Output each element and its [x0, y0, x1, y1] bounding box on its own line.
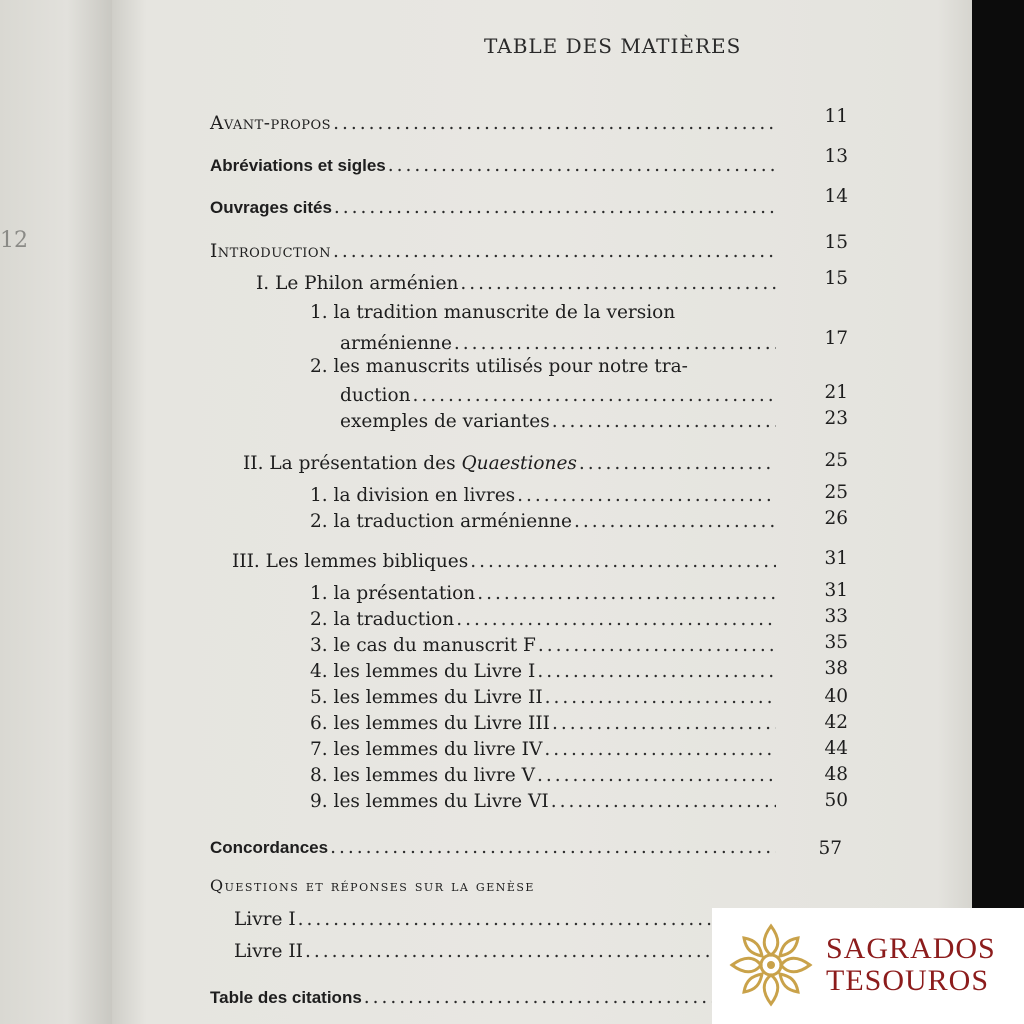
leader-dots — [333, 112, 776, 136]
toc-label: arménienne — [340, 333, 452, 354]
leader-dots — [552, 410, 776, 434]
leader-dots — [456, 608, 776, 632]
toc-label: Ouvrages cités — [210, 198, 332, 217]
toc-page: 35 — [824, 632, 848, 653]
toc-entry-presentation-quaestiones — [243, 452, 780, 476]
toc-entry-manuscrit-f — [310, 634, 780, 658]
leader-dots — [413, 384, 776, 408]
toc-entry-concordances — [210, 836, 780, 860]
toc-entry-exemples — [340, 410, 780, 434]
toc-entry-citations — [210, 986, 724, 1010]
toc-page: 15 — [824, 268, 848, 289]
leader-dots — [517, 484, 776, 508]
toc-page: 25 — [824, 450, 848, 471]
toc-page: 57 — [818, 838, 842, 859]
leader-dots — [334, 196, 776, 220]
leader-dots — [470, 550, 776, 574]
toc-label: 4. les lemmes du Livre I — [310, 661, 536, 682]
toc-label — [243, 452, 577, 476]
toc-page: 33 — [824, 606, 848, 627]
toc-label-line1: 1. la tradition manuscrite de la version — [310, 302, 676, 323]
toc-entry-livre-1 — [310, 660, 780, 684]
toc-page: 50 — [824, 790, 848, 811]
ornament-icon — [728, 922, 814, 1008]
leader-dots — [364, 986, 720, 1010]
toc-entry-livre-3 — [310, 712, 780, 736]
toc-label-prefix: II. La présentation des — [243, 453, 462, 474]
toc-label: 9. les lemmes du Livre VI — [310, 791, 549, 812]
leader-dots — [388, 154, 776, 178]
toc-label-line1: 2. les manuscrits utilisés pour notre tra- — [310, 356, 688, 377]
leader-dots — [537, 764, 776, 788]
toc-page: 15 — [824, 232, 848, 253]
toc-entry-livre-6 — [310, 790, 780, 814]
toc-entry-traduction — [310, 608, 780, 632]
toc-label: 2. la traduction arménienne — [310, 511, 572, 532]
margin-page-number: 12 — [0, 228, 28, 253]
toc-label-italic: Quaestiones — [461, 453, 577, 474]
toc-entry-presentation — [310, 582, 780, 606]
page-edge-shadow — [972, 0, 1024, 1024]
leader-dots — [545, 686, 776, 710]
toc-label: I. Le Philon arménien — [256, 273, 459, 294]
toc-entry-ouvrages — [210, 196, 780, 220]
leader-dots — [330, 836, 776, 860]
toc-page: 44 — [824, 738, 848, 759]
toc-entry-q-livre-1 — [234, 908, 724, 932]
left-page — [0, 0, 112, 1024]
leader-dots — [477, 582, 776, 606]
toc-page: 40 — [824, 686, 848, 707]
toc-entry-introduction — [210, 240, 780, 264]
toc-entry-traduction-armenienne — [310, 510, 780, 534]
leader-dots — [579, 452, 776, 476]
toc-entry-avant-propos — [210, 112, 780, 136]
toc-entry-manuscrits — [340, 384, 780, 408]
leader-dots — [574, 510, 776, 534]
leader-dots — [333, 240, 776, 264]
toc-label: 2. la traduction — [310, 609, 455, 630]
leader-dots — [460, 272, 776, 296]
toc-page: 23 — [824, 408, 848, 429]
toc-label: Livre I — [234, 909, 296, 930]
toc-entry-philon-armenien — [256, 272, 780, 296]
toc-page: 13 — [824, 146, 848, 167]
toc-entry-division — [310, 484, 780, 508]
toc-label: exemples de variantes — [340, 411, 550, 432]
leader-dots — [544, 738, 776, 762]
toc-label: 1. la présentation — [310, 583, 476, 604]
toc-label: Avant-propos — [210, 113, 332, 134]
toc-entry-tradition — [340, 332, 780, 356]
toc-entry-lemmes-bibliques — [232, 550, 780, 574]
toc-entry-abreviations — [210, 154, 780, 178]
toc-page: 11 — [824, 106, 848, 127]
toc-page: 31 — [824, 580, 848, 601]
leader-dots — [551, 790, 776, 814]
toc-page: 42 — [824, 712, 848, 733]
watermark-logo — [712, 908, 1024, 1024]
toc-page: 21 — [824, 382, 848, 403]
leader-dots — [537, 660, 776, 684]
toc-label: III. Les lemmes bibliques — [232, 551, 469, 572]
toc-page: 26 — [824, 508, 848, 529]
toc-label: 1. la division en livres — [310, 485, 516, 506]
page-title: TABLE DES MATIÈRES — [484, 34, 742, 58]
toc-label: 7. les lemmes du livre IV — [310, 739, 543, 760]
toc-label: 6. les lemmes du Livre III — [310, 713, 550, 734]
toc-label: 5. les lemmes du Livre II — [310, 687, 543, 708]
toc-label: Abréviations et sigles — [210, 156, 386, 175]
toc-page: 17 — [824, 328, 848, 349]
toc-entry-livre-2 — [310, 686, 780, 710]
toc-label: Table des citations — [210, 988, 362, 1007]
toc-page: 31 — [824, 548, 848, 569]
toc-label: Introduction — [210, 241, 331, 262]
brand-line-1: SAGRADOS — [826, 932, 996, 965]
toc-page: 48 — [824, 764, 848, 785]
toc-label: 3. le cas du manuscrit F — [310, 635, 536, 656]
toc-label: Livre II — [234, 941, 303, 962]
leader-dots — [305, 940, 720, 964]
toc-page: 38 — [824, 658, 848, 679]
toc-page: 25 — [824, 482, 848, 503]
leader-dots — [454, 332, 776, 356]
toc-section-questions: Questions et réponses sur la genèse — [210, 876, 535, 895]
book-page — [112, 0, 972, 1024]
toc-entry-q-livre-2 — [234, 940, 724, 964]
leader-dots — [298, 908, 720, 932]
toc-entry-livre-4 — [310, 738, 780, 762]
toc-label: 8. les lemmes du livre V — [310, 765, 535, 786]
leader-dots — [538, 634, 776, 658]
toc-page: 14 — [824, 186, 848, 207]
toc-label: duction — [340, 385, 411, 406]
leader-dots — [552, 712, 776, 736]
toc-label: Concordances — [210, 838, 329, 857]
brand-line-2: TESOUROS — [826, 964, 990, 997]
toc-entry-livre-5 — [310, 764, 780, 788]
